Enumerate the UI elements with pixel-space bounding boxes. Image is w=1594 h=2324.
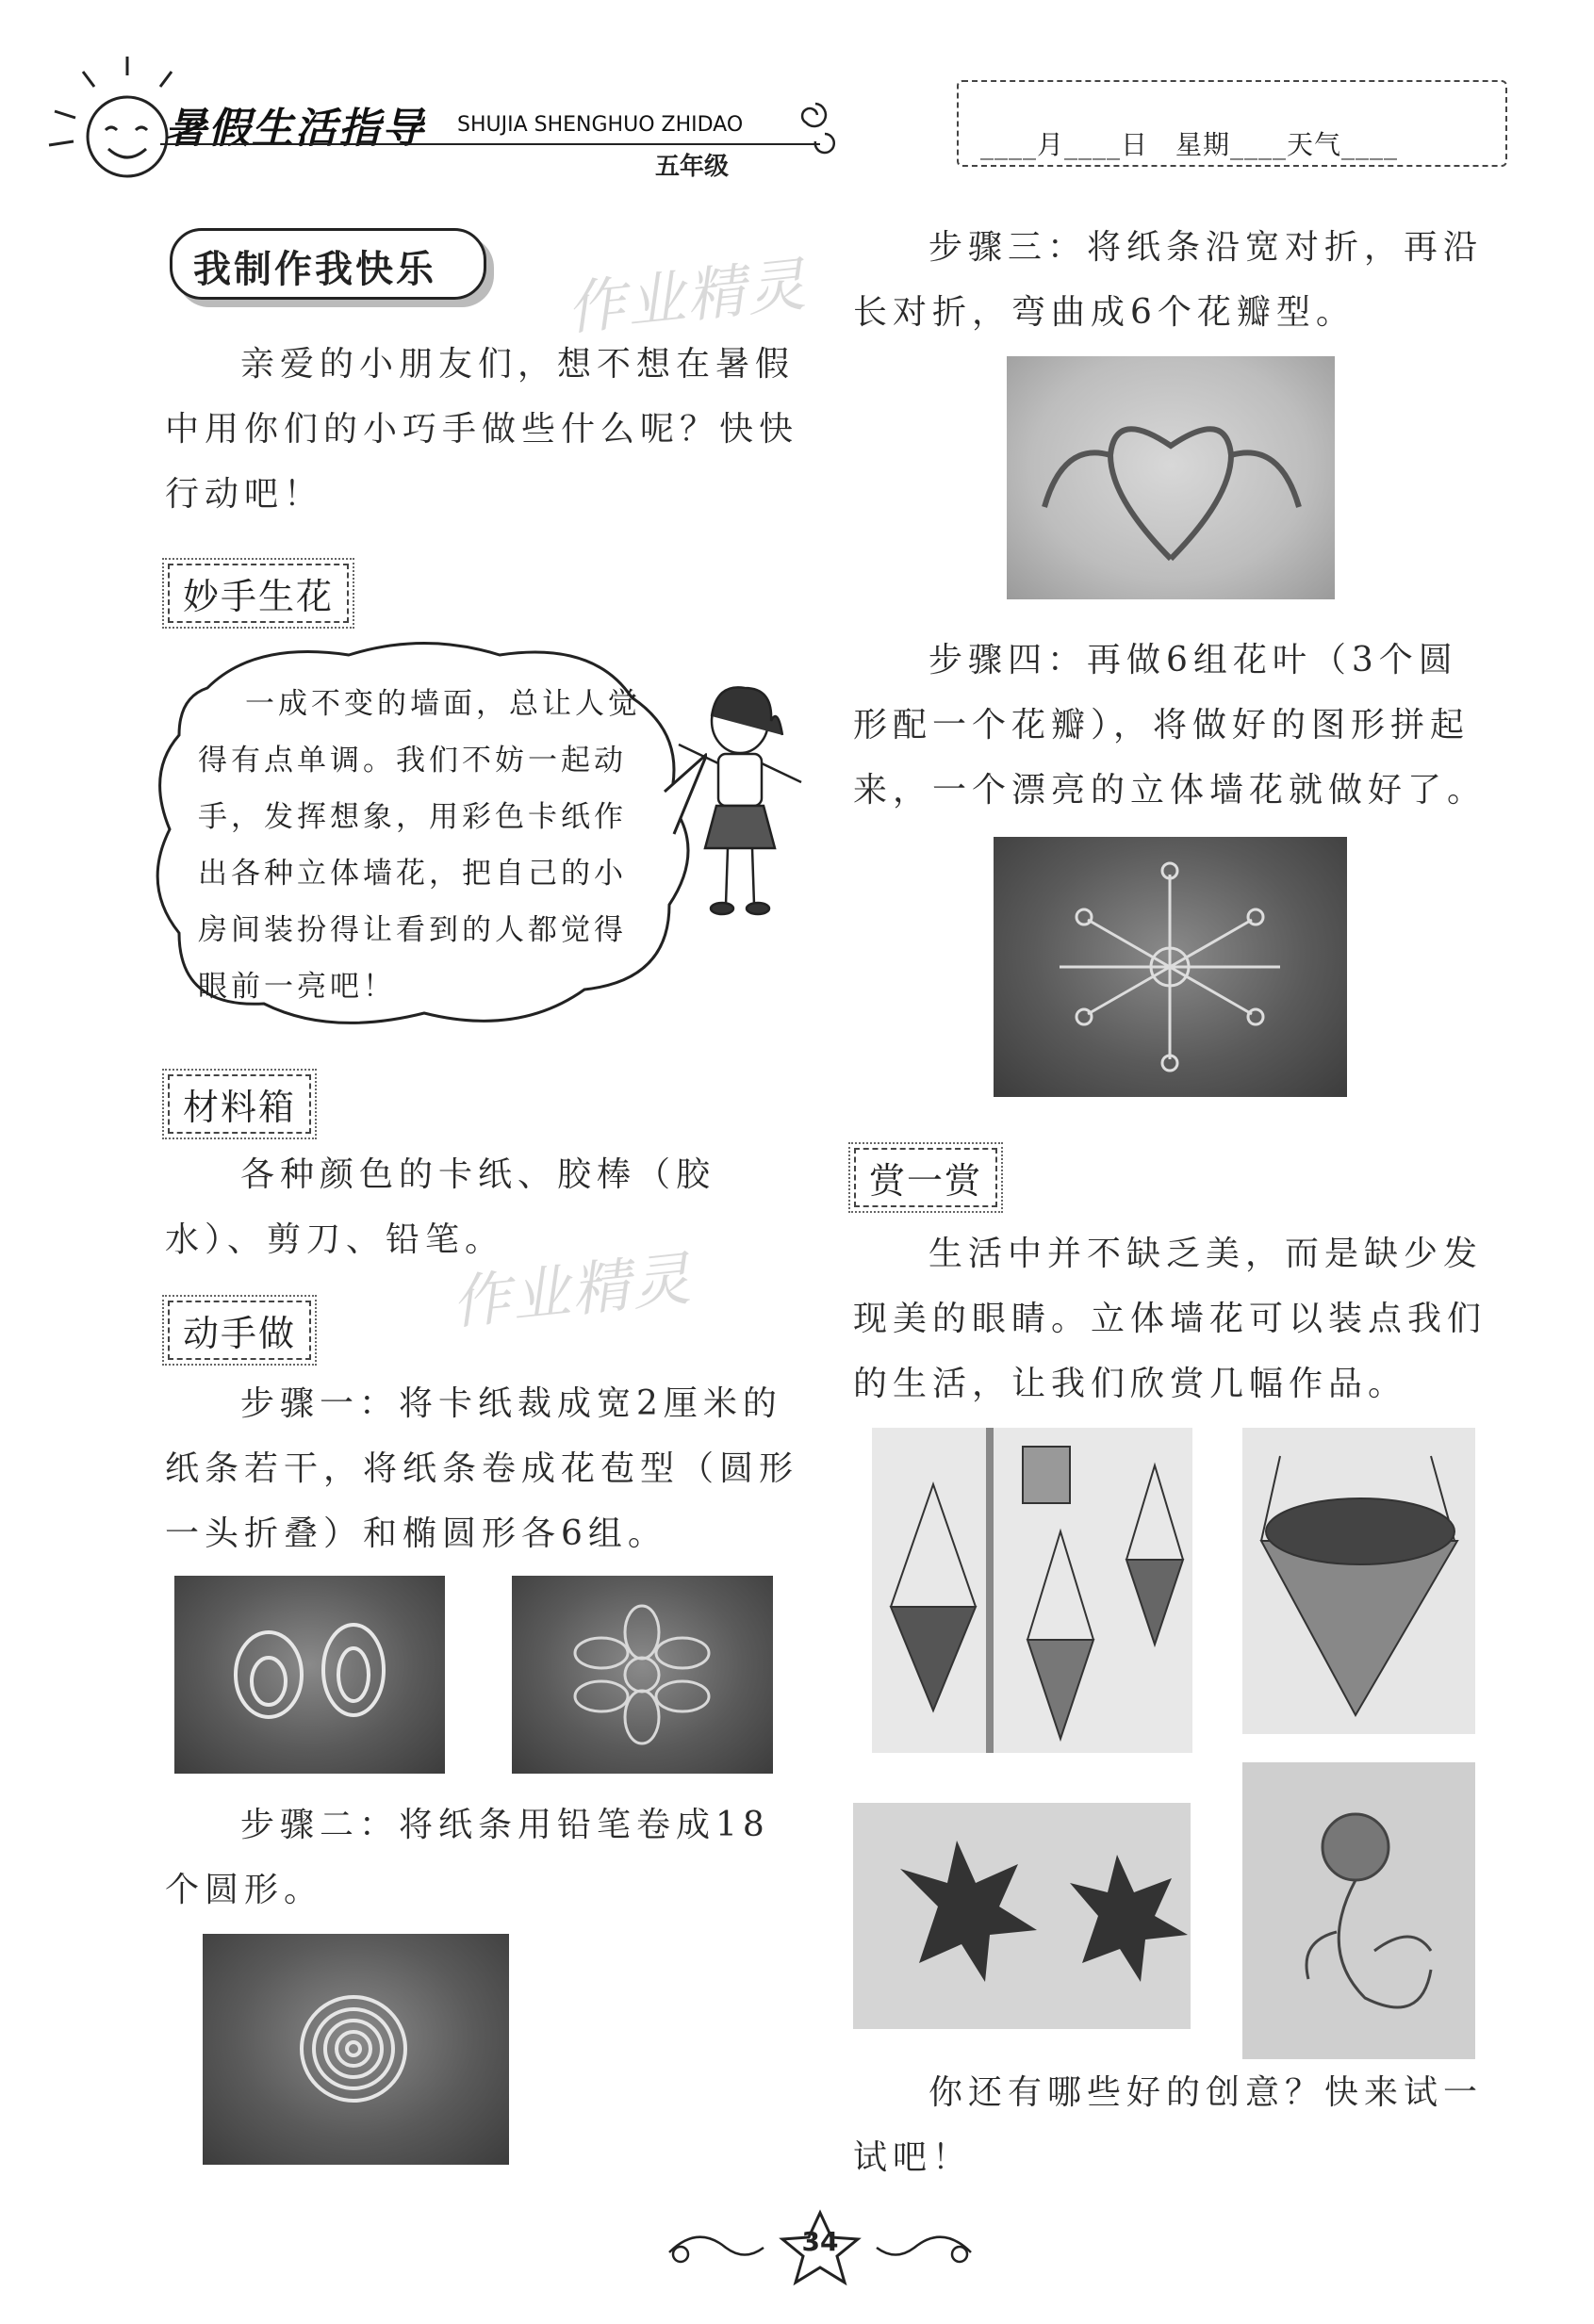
photo-step2-coil — [203, 1934, 509, 2165]
photo-hanging-cone — [1242, 1428, 1475, 1734]
appreciate-label: 赏一赏 — [854, 1148, 997, 1207]
materials-text: 各种颜色的卡纸、胶棒（胶水）、剪刀、铅笔。 — [165, 1155, 716, 1259]
photo-step3-petals — [1007, 356, 1335, 599]
watermark-2: 作业精灵 — [448, 1243, 696, 1338]
page-number: 34 — [801, 2226, 839, 2257]
header-pinyin: SHUJIA SHENGHUO ZHIDAO — [457, 113, 744, 137]
materials-label: 材料箱 — [168, 1074, 311, 1134]
step4-text: 步骤四：再做6组花叶（3个圆形配一个花瓣），将做好的图形拼起来，一个漂亮的立体墙花就做好了。 — [853, 641, 1487, 810]
photo-dark-flowers — [853, 1803, 1191, 2029]
header — [28, 38, 1574, 188]
bubble-text: 一成不变的墙面，总让人觉得有点单调。我们不妨一起动手，发挥想象，用彩色卡纸作出各种立体墙花，把自己的小房间装扮得让看到的人都觉得眼前一亮吧！ — [198, 687, 641, 1004]
swirl-icon — [787, 94, 844, 160]
watermark: 作业精灵 — [563, 249, 811, 344]
photo-step4-flower — [994, 837, 1347, 1097]
make-label: 动手做 — [168, 1301, 311, 1360]
header-grade: 五年级 — [655, 153, 730, 181]
photo-card-flower — [1242, 1762, 1475, 2059]
flower-label: 妙手生花 — [168, 564, 349, 623]
step1-text: 步骤一：将卡纸裁成宽2厘米的纸条若干，将纸条卷成花苞型（圆形一头折叠）和椭圆形各6组。 — [165, 1384, 799, 1553]
date-line: ____月____日 星期____天气____ — [980, 129, 1399, 160]
header-rule — [160, 143, 820, 145]
photo-step1-flower — [512, 1576, 773, 1774]
section-title: 我制作我快乐 — [193, 248, 436, 291]
girl-illustration — [660, 679, 820, 924]
photo-hanging-baskets — [872, 1428, 1192, 1753]
photo-step1-shapes — [174, 1576, 445, 1774]
appreciate-text: 生活中并不缺乏美，而是缺少发现美的眼睛。立体墙花可以装点我们的生活，让我们欣赏几幅作品。 — [853, 1235, 1487, 1403]
header-title: 暑假生活指导 — [165, 105, 425, 153]
intro-text: 亲爱的小朋友们，想不想在暑假中用你们的小巧手做些什么呢？快快行动吧！ — [165, 345, 799, 514]
step3-text: 步骤三：将纸条沿宽对折，再沿长对折，弯曲成6个花瓣型。 — [853, 228, 1484, 332]
closing-text: 你还有哪些好的创意？快来试一试吧！ — [853, 2073, 1484, 2177]
step2-text: 步骤二：将纸条用铅笔卷成18个圆形。 — [165, 1806, 770, 1909]
